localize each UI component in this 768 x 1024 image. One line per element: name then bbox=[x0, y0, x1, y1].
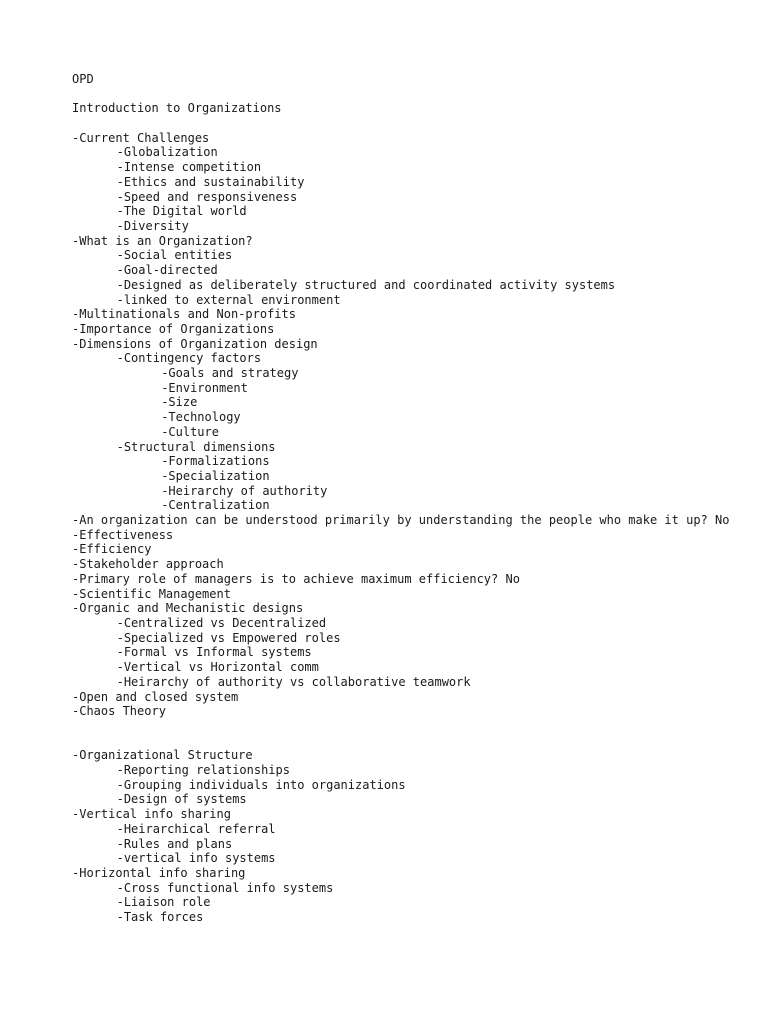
outline-item-l3: -Heirarchy of authority bbox=[161, 483, 328, 498]
outline-item-l1: -Importance of Organizations bbox=[72, 321, 275, 336]
outline-item-l3: -Formalizations bbox=[161, 454, 270, 469]
outline-item-l2: -Speed and responsiveness bbox=[116, 189, 298, 204]
document-subtitle: Introduction to Organizations bbox=[72, 101, 282, 116]
document-title: OPD bbox=[72, 72, 94, 86]
spacer bbox=[72, 116, 732, 131]
spacer bbox=[72, 87, 732, 102]
outline-item-l2: -Heirarchy of authority vs collaborative teamwork bbox=[116, 674, 471, 689]
outline-item-l3: -Centralization bbox=[161, 498, 270, 513]
outline-item-l1: -Organic and Mechanistic designs bbox=[72, 601, 304, 616]
outline-item-l1: -Current Challenges bbox=[72, 130, 210, 145]
outline-item-l2: -Globalization bbox=[116, 145, 218, 160]
outline-item-l2: -Ethics and sustainability bbox=[116, 174, 305, 189]
outline-item-l3: -Size bbox=[161, 395, 198, 410]
outline-item-l2: -Contingency factors bbox=[116, 351, 262, 366]
document-page bbox=[72, 72, 732, 925]
outline-item-l2: -Grouping individuals into organizations bbox=[116, 777, 406, 792]
outline-item-l3: -Culture bbox=[161, 424, 219, 439]
outline-item-l1: -What is an Organization? bbox=[72, 233, 253, 248]
outline-item-l2: -vertical info systems bbox=[116, 851, 276, 866]
outline-item-l2: -Centralized vs Decentralized bbox=[116, 615, 327, 630]
outline-item-l2: -linked to external environment bbox=[116, 292, 341, 307]
outline-item-l1: -An organization can be understood primarily by understanding the people who make it up? No bbox=[72, 513, 730, 528]
outline-item-l1: -Primary role of managers is to achieve maximum efficiency? No bbox=[72, 571, 520, 586]
outline-item-l2: -Formal vs Informal systems bbox=[116, 645, 312, 660]
outline-item-l2: -The Digital world bbox=[116, 204, 247, 219]
outline-item-l2: -Specialized vs Empowered roles bbox=[116, 630, 341, 645]
outline-item-l1: -Multinationals and Non-profits bbox=[72, 307, 296, 322]
outline-item-l2: -Task forces bbox=[116, 910, 204, 925]
outline-item-l2: -Cross functional info systems bbox=[116, 880, 334, 895]
outline-item-l2: -Diversity bbox=[116, 219, 189, 233]
outline-item-l1: -Stakeholder approach bbox=[72, 557, 224, 572]
outline-item-l2: -Design of systems bbox=[116, 792, 247, 807]
outline-item-l1: -Efficiency bbox=[72, 542, 152, 557]
outline-item-l2: -Reporting relationships bbox=[116, 763, 290, 777]
outline-item-l1: -Vertical info sharing bbox=[72, 807, 231, 822]
outline-item-l2: -Intense competition bbox=[116, 160, 262, 175]
outline-item-l1: -Scientific Management bbox=[72, 586, 231, 601]
outline-item-l2: -Goal-directed bbox=[116, 263, 218, 278]
outline-item-l1: -Dimensions of Organization design bbox=[72, 336, 318, 351]
outline-item-l1: -Horizontal info sharing bbox=[72, 865, 246, 880]
outline-item-l1: -Open and closed system bbox=[72, 689, 239, 704]
outline-item-l1: -Effectiveness bbox=[72, 527, 174, 542]
outline-item-l3: -Specialization bbox=[161, 468, 270, 483]
outline-item-l2: -Social entities bbox=[116, 248, 233, 263]
outline-item-l1: -Organizational Structure bbox=[72, 748, 253, 763]
outline-item-l2: -Heirarchical referral bbox=[116, 821, 276, 836]
outline-item-l2: -Structural dimensions bbox=[116, 439, 276, 454]
spacer bbox=[72, 719, 732, 748]
outline-item-l1: -Chaos Theory bbox=[72, 704, 166, 719]
outline-item-l3: -Environment bbox=[161, 380, 248, 395]
outline-item-l2: -Designed as deliberately structured and coordinated activity systems bbox=[116, 277, 616, 292]
outline-item-l3: -Goals and strategy bbox=[161, 366, 299, 381]
outline-item-l2: -Vertical vs Horizontal comm bbox=[116, 660, 319, 675]
outline-item-l2: -Liaison role bbox=[116, 895, 211, 910]
outline-item-l2: -Rules and plans bbox=[116, 836, 233, 851]
outline-item-l3: -Technology bbox=[161, 410, 241, 425]
